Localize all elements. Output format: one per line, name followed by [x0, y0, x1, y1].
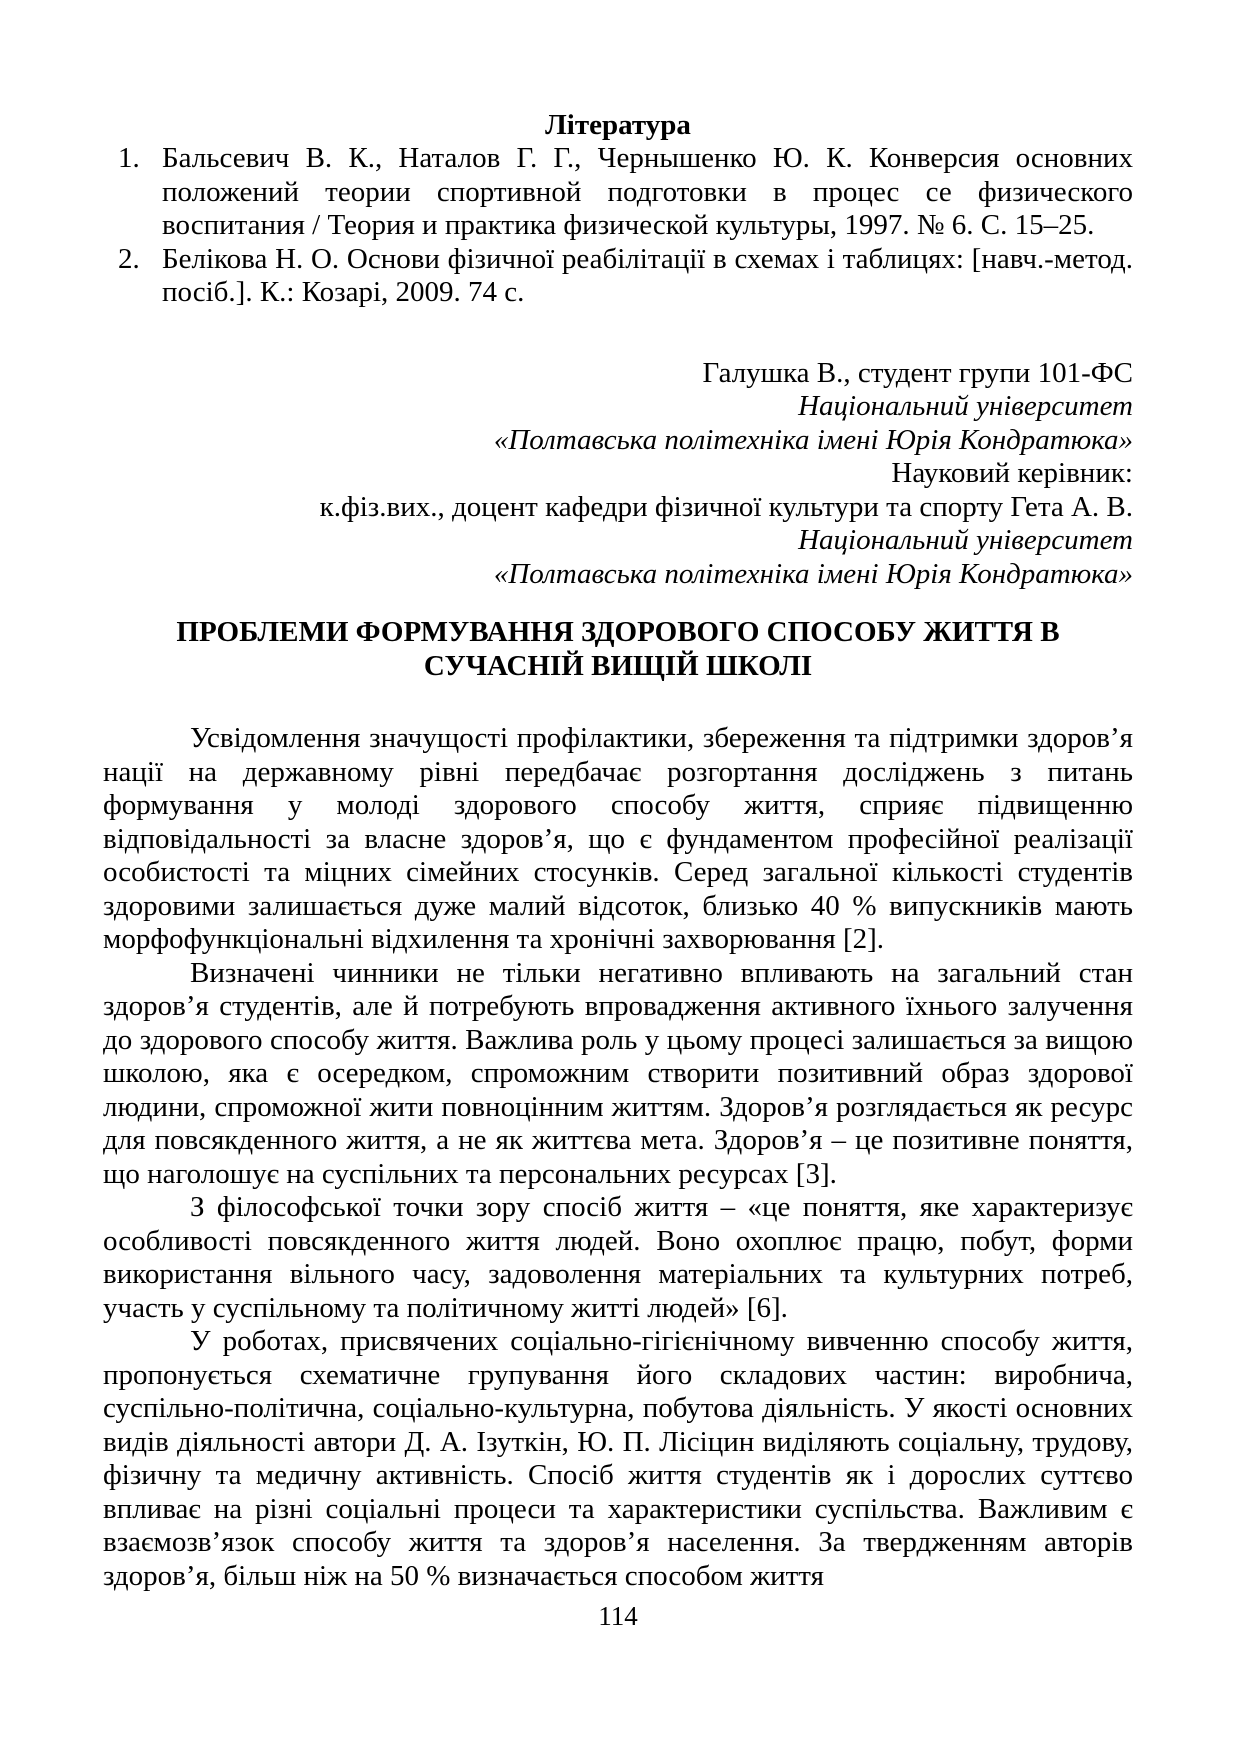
- reference-text: Бальсевич В. К., Наталов Г. Г., Чернышенко Ю. К. Конверсия основних положений теории спортивной подготовки в процес се физического воспитания / Теория и практика физической культуры, 1997. № 6. С. 15–25.: [162, 142, 1133, 241]
- byline-university-name: «Полтавська політехніка імені Юрія Кондратюка»: [493, 423, 1133, 456]
- page-number: 114: [598, 1601, 638, 1631]
- body-paragraph: Усвідомлення значущості профілактики, збереження та підтримки здоров’я нації на державному рівні передбачає розгортання досліджень з питань формування у молоді здорового способу життя, сприяє підвищенню відповідальності за власне здоров’я, що є фундаментом професійної реалізації особистості та міцних сімейних стосунків. Серед загальної кількості студентів здоровими залишається дуже малий відсоток, близько 40 % випускників мають морфофункціональні відхилення та хронічні захворювання [2].: [103, 722, 1133, 955]
- reference-text: Белікова Н. О. Основи фізичної реабілітації в схемах і таблицях: [навч.-метод. посіб.]. К.: Козарі, 2009. 74 с.: [162, 242, 1133, 308]
- article-body: [103, 722, 1133, 1593]
- byline-advisor: к.фіз.вих., доцент кафедри фізичної культури та спорту Гета А. В.: [319, 490, 1133, 523]
- body-paragraph: Визначені чинники не тільки негативно впливають на загальний стан здоров’я студентів, але й потребують впровадження активного їхнього залучення до здорового способу життя. Важлива роль у цьому процесі залишається за вищою школою, яка є осередком, спроможним створити позитивний образ здорової людини, спроможної жити повноцінним життям. Здоров’я розглядається як ресурс для повсякденного життя, а не як життєва мета. Здоров’я – це позитивне поняття, що наголошує на суспільних та персональних ресурсах [3].: [103, 956, 1133, 1190]
- reference-list: [103, 142, 1133, 310]
- body-paragraph: У роботах, присвячених соціально-гігієнічному вивченню способу життя, пропонується схематичне групування його складових частин: виробнича, суспільно-політична, соціально-культурна, побутова діяльність. У якості основних видів діяльності автори Д. А. Ізуткін, Ю. П. Лісіцин виділяють соціальну, трудову, фізичну та медичну активність. Спосіб життя студентів як і дорослих суттєво впливає на різні соціальні процеси та характеристики суспільства. Важливим є взаємозв’язок способу життя та здоров’я населення. За твердженням авторів здоров’я, більш ніж на 50 % визначається способом життя: [103, 1325, 1133, 1592]
- references-heading: Література: [545, 109, 691, 141]
- byline-university: Національний університет: [798, 524, 1133, 556]
- reference-item: [103, 243, 1133, 310]
- reference-number: 2.: [118, 242, 140, 275]
- author-byline-block: [103, 357, 1133, 592]
- byline-university-name: «Полтавська політехніка імені Юрія Кондратюка»: [493, 557, 1133, 590]
- article-title: ПРОБЛЕМИ ФОРМУВАННЯ ЗДОРОВОГО СПОСОБУ ЖИТТЯ В СУЧАСНІЙ ВИЩІЙ ШКОЛІ: [176, 616, 1060, 682]
- byline-university: Національний університет: [798, 390, 1133, 422]
- body-paragraph: З філософської точки зору спосіб життя – «це поняття, яке характеризує особливості повсякденного життя людей. Воно охоплює працю, побут, форми використання вільного часу, задоволення матеріальних та культурних потреб, участь у суспільному та політичному житті людей» [6].: [103, 1191, 1133, 1324]
- reference-item: [103, 142, 1133, 243]
- byline-advisor-label: Науковий керівник:: [891, 457, 1133, 489]
- byline-author: Галушка В., студент групи 101-ФС: [702, 356, 1133, 389]
- reference-number: 1.: [118, 142, 140, 174]
